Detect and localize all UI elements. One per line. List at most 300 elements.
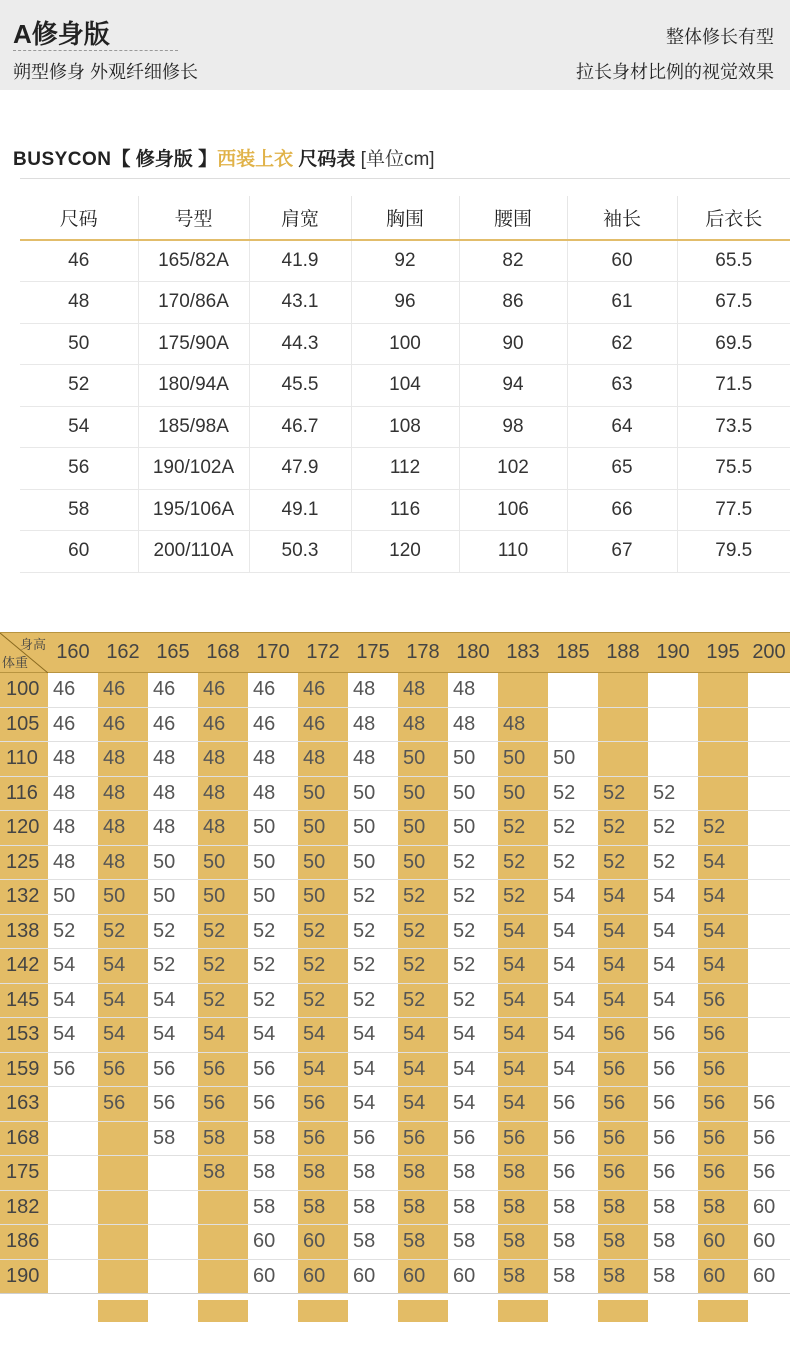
table-row — [0, 1190, 790, 1225]
recommended-size-cell: 46 — [48, 707, 98, 742]
fit-grid-header-row — [0, 633, 790, 673]
height-header-cell: 185 — [548, 633, 598, 673]
size-cell: 52 — [20, 365, 138, 407]
recommended-size-cell: 52 — [248, 983, 298, 1018]
recommended-size-cell: 52 — [198, 914, 248, 949]
recommended-size-cell: 48 — [48, 811, 98, 846]
recommended-size-cell: 50 — [348, 776, 398, 811]
size-cell: 94 — [459, 365, 567, 407]
size-cell: 54 — [20, 406, 138, 448]
height-header-cell: 188 — [598, 633, 648, 673]
recommended-size-cell — [48, 1225, 98, 1260]
recommended-size-cell: 52 — [648, 776, 698, 811]
height-header-cell: 168 — [198, 633, 248, 673]
recommended-size-cell: 50 — [148, 880, 198, 915]
recommended-size-cell: 58 — [548, 1190, 598, 1225]
recommended-size-cell: 60 — [698, 1259, 748, 1294]
table-row — [0, 1018, 790, 1053]
recommended-size-cell: 56 — [748, 1087, 790, 1122]
height-header-cell: 175 — [348, 633, 398, 673]
recommended-size-cell: 58 — [248, 1156, 298, 1191]
recommended-size-cell: 52 — [598, 845, 648, 880]
recommended-size-cell: 50 — [298, 811, 348, 846]
size-cell: 60 — [567, 240, 677, 282]
recommended-size-cell: 54 — [398, 1052, 448, 1087]
size-cell: 100 — [351, 323, 459, 365]
recommended-size-cell — [98, 1225, 148, 1260]
size-cell: 79.5 — [677, 531, 790, 573]
recommended-size-cell: 54 — [198, 1018, 248, 1053]
recommended-size-cell — [148, 1156, 198, 1191]
recommended-size-cell: 54 — [498, 1087, 548, 1122]
recommended-size-cell: 60 — [298, 1259, 348, 1294]
recommended-size-cell: 56 — [698, 1087, 748, 1122]
size-cell: 185/98A — [138, 406, 249, 448]
recommended-size-cell — [748, 742, 790, 777]
recommended-size-cell — [148, 1259, 198, 1294]
recommended-size-cell — [648, 707, 698, 742]
recommended-size-cell: 52 — [548, 811, 598, 846]
recommended-size-cell: 54 — [48, 983, 98, 1018]
brand-name: BUSYCON — [13, 149, 112, 170]
recommended-size-cell: 50 — [198, 845, 248, 880]
header-banner — [0, 0, 790, 90]
recommended-size-cell: 52 — [648, 845, 698, 880]
recommended-size-cell: 54 — [398, 1087, 448, 1122]
recommended-size-cell: 52 — [198, 983, 248, 1018]
size-cell: 43.1 — [249, 282, 351, 324]
recommended-size-cell: 52 — [498, 845, 548, 880]
recommended-size-cell: 48 — [398, 707, 448, 742]
recommended-size-cell: 58 — [398, 1190, 448, 1225]
recommended-size-cell — [548, 707, 598, 742]
size-chart-table — [20, 196, 790, 573]
recommended-size-cell: 54 — [698, 949, 748, 984]
size-cell: 47.9 — [249, 448, 351, 490]
table-row — [20, 448, 790, 490]
recommended-size-cell: 52 — [148, 949, 198, 984]
recommended-size-cell: 50 — [348, 845, 398, 880]
recommended-size-cell: 56 — [598, 1052, 648, 1087]
recommended-size-cell: 60 — [748, 1259, 790, 1294]
height-header-cell: 165 — [148, 633, 198, 673]
size-cell: 106 — [459, 489, 567, 531]
size-cell: 82 — [459, 240, 567, 282]
fit-grid-body — [0, 673, 790, 1294]
recommended-size-cell: 52 — [398, 880, 448, 915]
weight-cell: 145 — [0, 983, 48, 1018]
recommended-size-cell: 56 — [98, 1087, 148, 1122]
recommended-size-cell: 48 — [98, 845, 148, 880]
size-chart-header-row — [20, 196, 790, 240]
recommended-size-cell: 52 — [448, 845, 498, 880]
recommended-size-cell: 52 — [448, 914, 498, 949]
recommended-size-cell: 58 — [498, 1259, 548, 1294]
weight-cell: 132 — [0, 880, 48, 915]
recommended-size-cell: 52 — [98, 914, 148, 949]
size-cell: 64 — [567, 406, 677, 448]
recommended-size-cell — [48, 1156, 98, 1191]
grid-corner-cell — [0, 633, 48, 673]
recommended-size-cell: 50 — [148, 845, 198, 880]
recommended-size-cell: 52 — [498, 880, 548, 915]
recommended-size-cell: 54 — [498, 1018, 548, 1053]
recommended-size-cell: 46 — [298, 673, 348, 708]
recommended-size-cell: 50 — [398, 742, 448, 777]
recommended-size-cell — [748, 673, 790, 708]
recommended-size-cell: 50 — [398, 845, 448, 880]
size-cell: 50 — [20, 323, 138, 365]
recommended-size-cell: 48 — [398, 673, 448, 708]
recommended-size-cell: 58 — [548, 1225, 598, 1260]
recommended-size-cell: 52 — [548, 845, 598, 880]
size-cell: 102 — [459, 448, 567, 490]
recommended-size-cell: 50 — [248, 811, 298, 846]
recommended-size-cell: 52 — [248, 914, 298, 949]
recommended-size-cell: 48 — [348, 707, 398, 742]
recommended-size-cell: 60 — [248, 1225, 298, 1260]
fit-grid-table — [0, 632, 790, 1294]
size-cell: 45.5 — [249, 365, 351, 407]
recommended-size-cell: 48 — [198, 742, 248, 777]
recommended-size-cell: 56 — [648, 1121, 698, 1156]
recommended-size-cell: 48 — [498, 707, 548, 742]
recommended-size-cell: 50 — [398, 811, 448, 846]
recommended-size-cell: 56 — [648, 1052, 698, 1087]
weight-cell: 138 — [0, 914, 48, 949]
recommended-size-cell — [498, 673, 548, 708]
recommended-size-cell: 50 — [298, 845, 348, 880]
recommended-size-cell: 48 — [298, 742, 348, 777]
recommended-size-cell — [48, 1121, 98, 1156]
recommended-size-cell: 56 — [448, 1121, 498, 1156]
recommended-size-cell — [548, 673, 598, 708]
recommended-size-cell: 56 — [598, 1156, 648, 1191]
recommended-size-cell: 54 — [548, 1052, 598, 1087]
recommended-size-cell: 54 — [348, 1018, 398, 1053]
highlight-column-footer — [498, 1300, 548, 1322]
recommended-size-cell: 60 — [448, 1259, 498, 1294]
weight-cell: 100 — [0, 673, 48, 708]
recommended-size-cell: 46 — [198, 673, 248, 708]
recommended-size-cell: 54 — [448, 1018, 498, 1053]
recommended-size-cell — [748, 1052, 790, 1087]
size-cell: 92 — [351, 240, 459, 282]
size-cell: 49.1 — [249, 489, 351, 531]
fit-slogan: 整体修长有型 — [666, 27, 774, 47]
recommended-size-cell: 48 — [448, 707, 498, 742]
recommended-size-cell: 46 — [98, 673, 148, 708]
recommended-size-cell: 56 — [548, 1121, 598, 1156]
recommended-size-cell: 56 — [698, 1156, 748, 1191]
recommended-size-cell — [648, 673, 698, 708]
recommended-size-cell: 56 — [698, 983, 748, 1018]
size-chart-heading — [13, 144, 435, 171]
recommended-size-cell: 48 — [348, 742, 398, 777]
height-header-cell: 178 — [398, 633, 448, 673]
recommended-size-cell — [98, 1121, 148, 1156]
recommended-size-cell: 56 — [548, 1156, 598, 1191]
recommended-size-cell: 54 — [548, 1018, 598, 1053]
weight-cell: 163 — [0, 1087, 48, 1122]
page-title: A修身版 — [13, 19, 110, 49]
size-cell: 44.3 — [249, 323, 351, 365]
recommended-size-cell: 54 — [498, 949, 548, 984]
size-col-header: 号型 — [138, 196, 249, 240]
recommended-size-cell: 56 — [598, 1018, 648, 1053]
recommended-size-cell: 58 — [698, 1190, 748, 1225]
weight-cell: 175 — [0, 1156, 48, 1191]
recommended-size-cell: 48 — [48, 845, 98, 880]
recommended-size-cell: 52 — [398, 983, 448, 1018]
recommended-size-cell: 54 — [298, 1018, 348, 1053]
recommended-size-cell — [698, 673, 748, 708]
size-cell: 120 — [351, 531, 459, 573]
recommended-size-cell: 52 — [298, 949, 348, 984]
recommended-size-cell: 50 — [298, 776, 348, 811]
recommended-size-cell: 46 — [148, 707, 198, 742]
size-cell: 71.5 — [677, 365, 790, 407]
recommended-size-cell: 54 — [148, 983, 198, 1018]
recommended-size-cell: 50 — [398, 776, 448, 811]
recommended-size-cell: 50 — [198, 880, 248, 915]
recommended-size-cell: 58 — [348, 1156, 398, 1191]
recommended-size-cell: 48 — [248, 742, 298, 777]
recommended-size-cell — [698, 707, 748, 742]
size-cell: 77.5 — [677, 489, 790, 531]
recommended-size-cell: 50 — [348, 811, 398, 846]
recommended-size-cell: 54 — [98, 983, 148, 1018]
recommended-size-cell: 56 — [148, 1087, 198, 1122]
recommended-size-cell: 58 — [648, 1259, 698, 1294]
highlight-column-footer — [98, 1300, 148, 1322]
recommended-size-cell — [48, 1190, 98, 1225]
recommended-size-cell: 56 — [748, 1156, 790, 1191]
table-row — [0, 914, 790, 949]
recommended-size-cell: 52 — [148, 914, 198, 949]
recommended-size-cell: 46 — [298, 707, 348, 742]
recommended-size-cell: 54 — [648, 983, 698, 1018]
size-cell: 86 — [459, 282, 567, 324]
recommended-size-cell: 52 — [348, 949, 398, 984]
table-row — [20, 240, 790, 282]
recommended-size-cell — [598, 742, 648, 777]
recommended-size-cell — [748, 1018, 790, 1053]
recommended-size-cell: 58 — [198, 1121, 248, 1156]
recommended-size-cell: 58 — [448, 1225, 498, 1260]
unit-label: [单位cm] — [360, 149, 435, 170]
recommended-size-cell: 58 — [598, 1190, 648, 1225]
recommended-size-cell: 50 — [498, 742, 548, 777]
table-row — [0, 1225, 790, 1260]
heading-divider — [20, 178, 790, 179]
height-header-cell: 180 — [448, 633, 498, 673]
recommended-size-cell: 52 — [398, 949, 448, 984]
recommended-size-cell: 56 — [598, 1087, 648, 1122]
table-row — [0, 845, 790, 880]
recommended-size-cell: 54 — [248, 1018, 298, 1053]
recommended-size-cell: 54 — [598, 949, 648, 984]
recommended-size-cell: 52 — [198, 949, 248, 984]
recommended-size-cell: 60 — [748, 1225, 790, 1260]
recommended-size-cell: 60 — [748, 1190, 790, 1225]
recommended-size-cell — [748, 776, 790, 811]
table-row — [0, 1087, 790, 1122]
recommended-size-cell: 54 — [348, 1087, 398, 1122]
recommended-size-cell: 58 — [348, 1225, 398, 1260]
table-row — [0, 673, 790, 708]
recommended-size-cell: 48 — [148, 811, 198, 846]
table-row — [0, 1052, 790, 1087]
recommended-size-cell: 54 — [48, 949, 98, 984]
weight-cell: 120 — [0, 811, 48, 846]
recommended-size-cell: 56 — [648, 1087, 698, 1122]
size-cell: 69.5 — [677, 323, 790, 365]
size-cell: 46 — [20, 240, 138, 282]
weight-cell: 110 — [0, 742, 48, 777]
recommended-size-cell: 56 — [698, 1121, 748, 1156]
recommended-size-cell: 50 — [298, 880, 348, 915]
recommended-size-cell — [198, 1190, 248, 1225]
recommended-size-cell — [198, 1225, 248, 1260]
highlight-column-footer — [298, 1300, 348, 1322]
highlight-column-footer — [698, 1300, 748, 1322]
recommended-size-cell: 52 — [598, 811, 648, 846]
size-cell: 195/106A — [138, 489, 249, 531]
recommended-size-cell: 52 — [248, 949, 298, 984]
table-row — [0, 1121, 790, 1156]
size-col-header: 腰围 — [459, 196, 567, 240]
size-cell: 41.9 — [249, 240, 351, 282]
size-chart-body — [20, 240, 790, 572]
recommended-size-cell: 54 — [648, 914, 698, 949]
recommended-size-cell — [98, 1156, 148, 1191]
size-cell: 98 — [459, 406, 567, 448]
highlight-column-footer — [198, 1300, 248, 1322]
recommended-size-cell — [748, 845, 790, 880]
weight-cell: 182 — [0, 1190, 48, 1225]
recommended-size-cell: 58 — [648, 1225, 698, 1260]
table-row — [0, 707, 790, 742]
size-cell: 108 — [351, 406, 459, 448]
table-row — [20, 531, 790, 573]
recommended-size-cell — [98, 1190, 148, 1225]
recommended-size-cell: 52 — [448, 949, 498, 984]
size-cell: 67.5 — [677, 282, 790, 324]
recommended-size-cell: 56 — [498, 1121, 548, 1156]
recommended-size-cell: 56 — [698, 1018, 748, 1053]
size-cell: 56 — [20, 448, 138, 490]
recommended-size-cell: 56 — [748, 1121, 790, 1156]
recommended-size-cell: 54 — [698, 845, 748, 880]
recommended-size-cell: 50 — [548, 742, 598, 777]
recommended-size-cell: 46 — [248, 673, 298, 708]
recommended-size-cell: 54 — [498, 914, 548, 949]
recommended-size-cell: 46 — [48, 673, 98, 708]
recommended-size-cell: 54 — [598, 880, 648, 915]
recommended-size-cell: 54 — [48, 1018, 98, 1053]
recommended-size-cell: 58 — [498, 1225, 548, 1260]
recommended-size-cell: 56 — [248, 1087, 298, 1122]
table-row — [0, 742, 790, 777]
recommended-size-cell: 50 — [98, 880, 148, 915]
size-cell: 58 — [20, 489, 138, 531]
size-cell: 116 — [351, 489, 459, 531]
recommended-size-cell: 58 — [498, 1156, 548, 1191]
recommended-size-cell: 46 — [198, 707, 248, 742]
title-divider — [13, 50, 178, 51]
table-row — [0, 1156, 790, 1191]
size-cell: 96 — [351, 282, 459, 324]
recommended-size-cell: 48 — [448, 673, 498, 708]
recommended-size-cell — [148, 1225, 198, 1260]
recommended-size-cell: 54 — [548, 983, 598, 1018]
height-header-cell: 162 — [98, 633, 148, 673]
highlight-column-footer — [398, 1300, 448, 1322]
recommended-size-cell: 48 — [248, 776, 298, 811]
recommended-size-cell: 54 — [98, 949, 148, 984]
size-cell: 63 — [567, 365, 677, 407]
recommended-size-cell: 60 — [248, 1259, 298, 1294]
recommended-size-cell: 58 — [198, 1156, 248, 1191]
size-cell: 67 — [567, 531, 677, 573]
size-cell: 46.7 — [249, 406, 351, 448]
weight-cell: 190 — [0, 1259, 48, 1294]
recommended-size-cell: 56 — [548, 1087, 598, 1122]
recommended-size-cell: 54 — [348, 1052, 398, 1087]
recommended-size-cell: 60 — [348, 1259, 398, 1294]
recommended-size-cell: 56 — [198, 1087, 248, 1122]
recommended-size-cell: 58 — [398, 1225, 448, 1260]
version-label: 【 修身版 】 — [111, 149, 218, 170]
recommended-size-cell: 50 — [448, 811, 498, 846]
size-col-header: 袖长 — [567, 196, 677, 240]
size-col-header: 后衣长 — [677, 196, 790, 240]
recommended-size-cell: 54 — [398, 1018, 448, 1053]
recommended-size-cell: 52 — [298, 914, 348, 949]
recommended-size-cell — [598, 707, 648, 742]
recommended-size-cell: 50 — [48, 880, 98, 915]
fit-description: 朔型修身 外观纤细修长 — [13, 62, 198, 82]
size-cell: 175/90A — [138, 323, 249, 365]
recommended-size-cell: 52 — [348, 914, 398, 949]
recommended-size-cell — [598, 673, 648, 708]
recommended-size-cell: 54 — [548, 914, 598, 949]
recommended-size-cell: 54 — [598, 983, 648, 1018]
weight-cell: 105 — [0, 707, 48, 742]
size-cell: 90 — [459, 323, 567, 365]
size-col-header: 胸围 — [351, 196, 459, 240]
recommended-size-cell — [98, 1259, 148, 1294]
fit-slogan-detail: 拉长身材比例的视觉效果 — [576, 62, 774, 82]
recommended-size-cell: 52 — [398, 914, 448, 949]
recommended-size-cell: 58 — [498, 1190, 548, 1225]
recommended-size-cell — [748, 880, 790, 915]
recommended-size-cell: 52 — [698, 811, 748, 846]
recommended-size-cell: 52 — [48, 914, 98, 949]
recommended-size-cell: 60 — [398, 1259, 448, 1294]
weight-cell: 125 — [0, 845, 48, 880]
recommended-size-cell: 58 — [648, 1190, 698, 1225]
recommended-size-cell: 52 — [498, 811, 548, 846]
height-axis-label: 身高 — [19, 637, 46, 652]
recommended-size-cell: 56 — [598, 1121, 648, 1156]
recommended-size-cell: 54 — [598, 914, 648, 949]
recommended-size-cell: 46 — [248, 707, 298, 742]
recommended-size-cell: 58 — [248, 1190, 298, 1225]
recommended-size-cell: 56 — [148, 1052, 198, 1087]
recommended-size-cell: 56 — [348, 1121, 398, 1156]
